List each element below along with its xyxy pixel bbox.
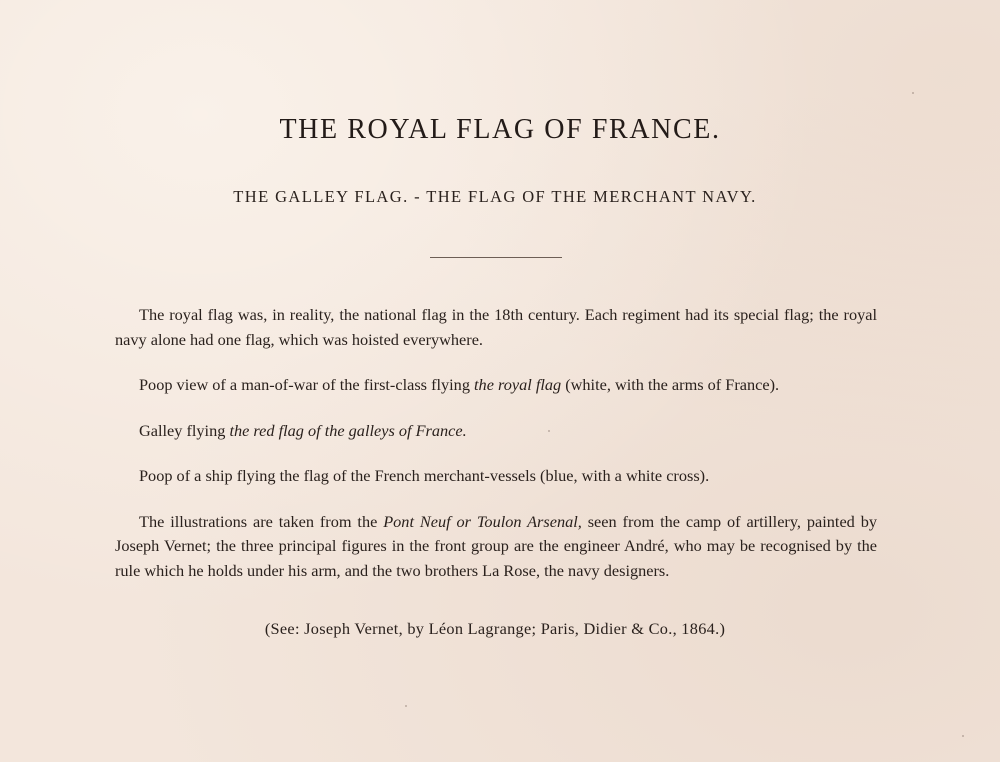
paragraph-galley <box>115 419 877 444</box>
paragraph-text-italic: the royal flag <box>474 375 562 394</box>
paper-speck <box>548 430 550 432</box>
paragraph-text-after: (white, with the arms of France). <box>561 375 780 394</box>
paper-speck <box>962 735 964 737</box>
body-text <box>115 303 877 583</box>
paragraph-illustrations <box>115 510 877 584</box>
paragraph-royal-flag <box>115 303 877 352</box>
paragraph-text-before: The illustrations are taken from the <box>139 511 384 531</box>
page-title: THE ROYAL FLAG OF FRANCE. <box>279 114 721 145</box>
paragraph-text-italic: Pont Neuf or Toulon Arsenal, <box>383 511 582 531</box>
paragraph-text: Poop of a ship flying the flag of the French merchant-vessels (blue, with a white cross). <box>139 466 710 485</box>
paragraph-text-before: Poop view of a man-of-war of the first-class flying <box>139 375 475 394</box>
page-subtitle: THE GALLEY FLAG. - THE FLAG OF THE MERCHANT NAVY. <box>233 187 757 206</box>
paper-speck <box>912 92 914 94</box>
paragraph-man-of-war <box>115 373 877 398</box>
divider-rule <box>430 257 562 258</box>
paper-speck <box>405 705 407 707</box>
paragraph-text: The royal flag was, in reality, the national flag in the 18th century. Each regiment had its special flag; the royal navy alone had one flag, which was hoisted everywhere. <box>115 305 877 349</box>
paragraph-text-italic: the red flag of the galleys of France. <box>229 420 467 440</box>
citation: (See: Joseph Vernet, by Léon Lagrange; Paris, Didier & Co., 1864.) <box>264 619 726 638</box>
paragraph-merchant-ship <box>115 464 877 489</box>
paragraph-text-after: seen from the camp of artillery, painted by Joseph Vernet; the three principal figures in the front group are the engineer André, who may be recognised by the rule which he holds under his arm, and the two brothers La Rose, the navy designers. <box>115 511 877 580</box>
paragraph-text-before: Galley flying <box>139 420 230 440</box>
